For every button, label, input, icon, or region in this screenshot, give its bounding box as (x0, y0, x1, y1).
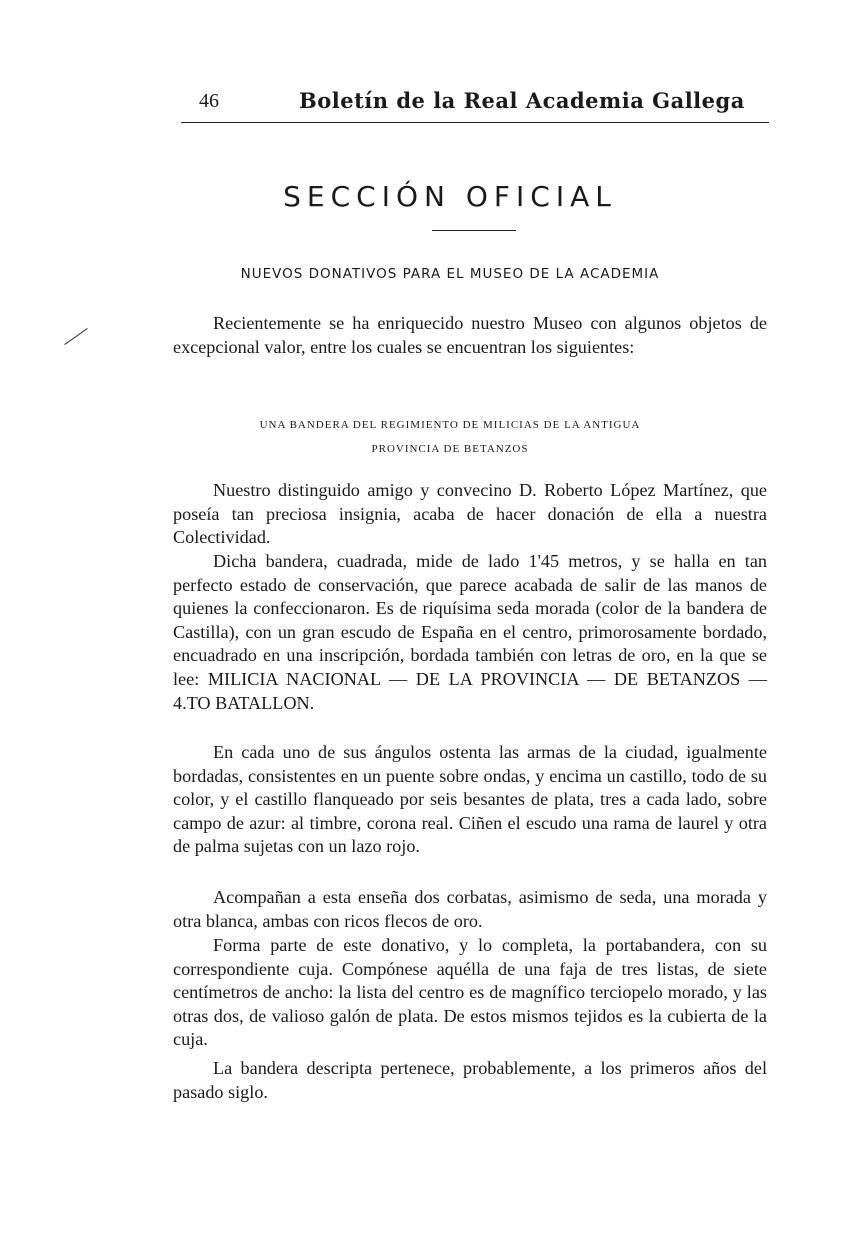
page-header (181, 88, 769, 118)
running-title: Boletín de la Real Academia Gallega (299, 88, 745, 113)
item-heading-line1: UNA BANDERA DEL REGIMIENTO DE MILICIAS DE LA ANTIGUA (259, 419, 641, 431)
item-heading-line2: PROVINCIA DE BETANZOS (371, 443, 529, 455)
paragraph-4: Acompañan a esta enseña dos corbatas, asimismo de seda, una morada y otra blanca, ambas con ricos flecos de oro. (173, 887, 767, 931)
paragraph-2: Dicha bandera, cuadrada, mide de lado 1'45 metros, y se halla en tan perfecto estado de conservación, que parece acabada de salir de las manos de quienes la confeccionaron. Es de riquísima seda morada (color de la bandera de Castilla), con un gran escudo de España en el centro, primorosamente bordado, encuadrado en una inscripción, bordada también con letras de oro, en la que se lee: MILICIA NACIONAL — DE LA PROVINCIA — DE BETANZOS — 4.TO BATALLON. (173, 551, 767, 713)
title-rule (432, 230, 516, 231)
section-title: SECCIÓN OFICIAL (283, 180, 617, 213)
header-rule (181, 122, 769, 123)
paragraph-1: Nuestro distinguido amigo y convecino D. Roberto López Martínez, que poseía tan preciosa insignia, acaba de hacer donación de ella a nuestra Colectividad. (173, 480, 767, 548)
page-number: 46 (199, 90, 219, 112)
subheading: NUEVOS DONATIVOS PARA EL MUSEO DE LA ACADEMIA (240, 266, 660, 282)
paragraph-5: Forma parte de este donativo, y lo completa, la portabandera, con su correspondiente cuja. Compónese aquélla de una faja de tres listas, de siete centímetros de ancho: la lista del centro es de magnífico terciopelo morado, y las otras dos, de valioso galón de plata. De estos mismos tejidos es la cubierta de la cuja. (173, 935, 767, 1050)
intro-paragraph: Recientemente se ha enriquecido nuestro Museo con algunos objetos de excepcional valor, entre los cuales se encuentran los siguientes: (173, 313, 767, 357)
paragraph-6: La bandera descripta pertenece, probablemente, a los primeros años del pasado siglo. (173, 1058, 767, 1102)
margin-mark (64, 328, 88, 345)
paragraph-3: En cada uno de sus ángulos ostenta las armas de la ciudad, igualmente bordadas, consistentes en un puente sobre ondas, y encima un castillo, todo de su color, y el castillo flanqueado por seis besantes de plata, tres a cada lado, sobre campo de azur: al timbre, corona real. Ciñen el escudo una rama de laurel y otra de palma sujetas con un lazo rojo. (173, 742, 767, 857)
